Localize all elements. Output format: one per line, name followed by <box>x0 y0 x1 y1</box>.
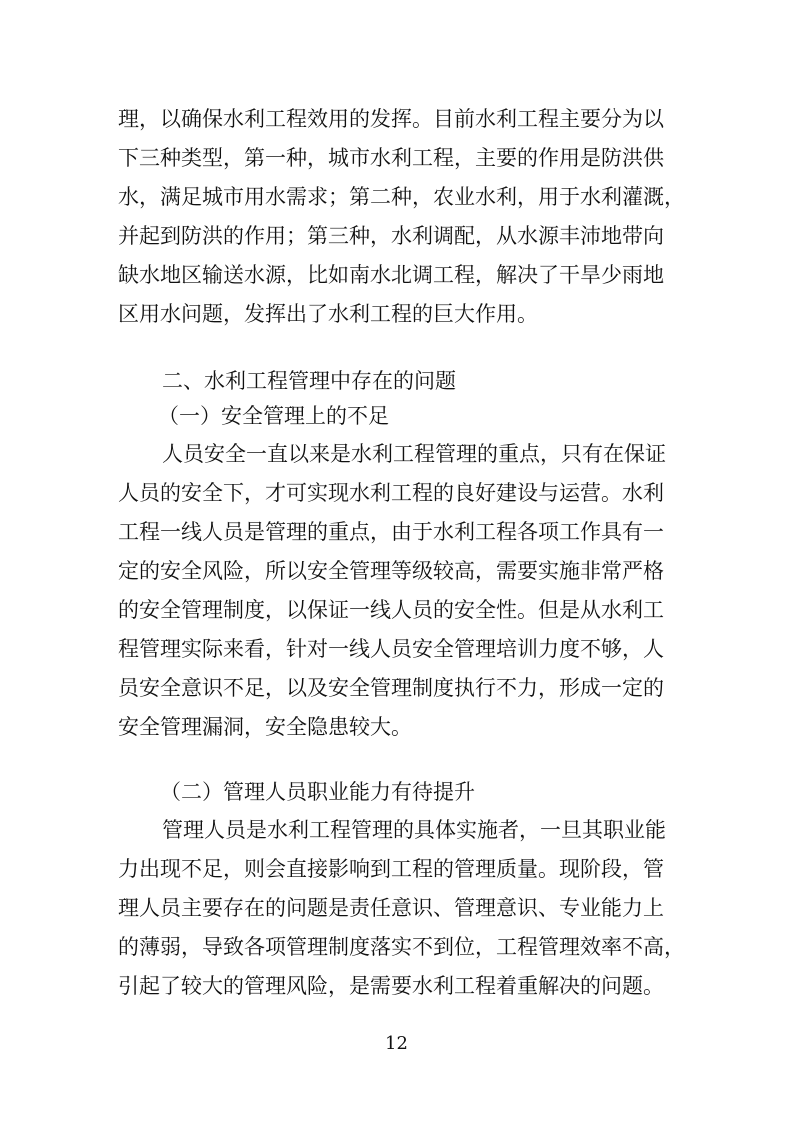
page-number: 12 <box>385 1033 408 1054</box>
paragraph-2-line-2: 人员的安全下，才可实现水利工程的良好建设与运营。水利 <box>118 481 664 505</box>
paragraph-2-line-4: 定的安全风险，所以安全管理等级较高，需要实施非常严格 <box>118 559 664 583</box>
paragraph-2-line-6: 程管理实际来看，针对一线人员安全管理培训力度不够，人 <box>118 637 664 661</box>
paragraph-1-line-3: 水，满足城市用水需求；第二种，农业水利，用于水利灌溉， <box>118 185 685 209</box>
paragraph-2-line-7: 员安全意识不足，以及安全管理制度执行不力，形成一定的 <box>118 676 664 700</box>
paragraph-3-line-5: 引起了较大的管理风险，是需要水利工程着重解决的问题。 <box>118 974 664 998</box>
paragraph-1-line-2: 下三种类型，第一种，城市水利工程，主要的作用是防洪供 <box>118 146 664 170</box>
paragraph-2-line-5: 的安全管理制度，以保证一线人员的安全性。但是从水利工 <box>118 598 664 622</box>
paragraph-2-line-3: 工程一线人员是管理的重点，由于水利工程各项工作具有一 <box>118 520 664 544</box>
section-heading: 二、水利工程管理中存在的问题 <box>162 369 456 393</box>
paragraph-1-line-5: 缺水地区输送水源，比如南水北调工程，解决了干旱少雨地 <box>118 263 664 287</box>
paragraph-3-line-1: 管理人员是水利工程管理的具体实施者，一旦其职业能 <box>162 818 666 842</box>
subheading-1: （一）安全管理上的不足 <box>158 404 389 428</box>
paragraph-2-line-8: 安全管理漏洞，安全隐患较大。 <box>118 715 412 739</box>
paragraph-1-line-1: 理，以确保水利工程效用的发挥。目前水利工程主要分为以 <box>118 107 664 131</box>
paragraph-2-line-1: 人员安全一直以来是水利工程管理的重点，只有在保证 <box>162 442 666 466</box>
paragraph-3-line-4: 的薄弱，导致各项管理制度落实不到位，工程管理效率不高， <box>118 935 685 959</box>
paragraph-1-line-4: 并起到防洪的作用；第三种，水利调配，从水源丰沛地带向 <box>118 224 664 248</box>
paragraph-3-line-2: 力出现不足，则会直接影响到工程的管理质量。现阶段，管 <box>118 857 664 881</box>
paragraph-1-line-6: 区用水问题，发挥出了水利工程的巨大作用。 <box>118 302 538 326</box>
subheading-2: （二）管理人员职业能力有待提升 <box>160 780 475 804</box>
paragraph-3-line-3: 理人员主要存在的问题是责任意识、管理意识、专业能力上 <box>118 896 664 920</box>
